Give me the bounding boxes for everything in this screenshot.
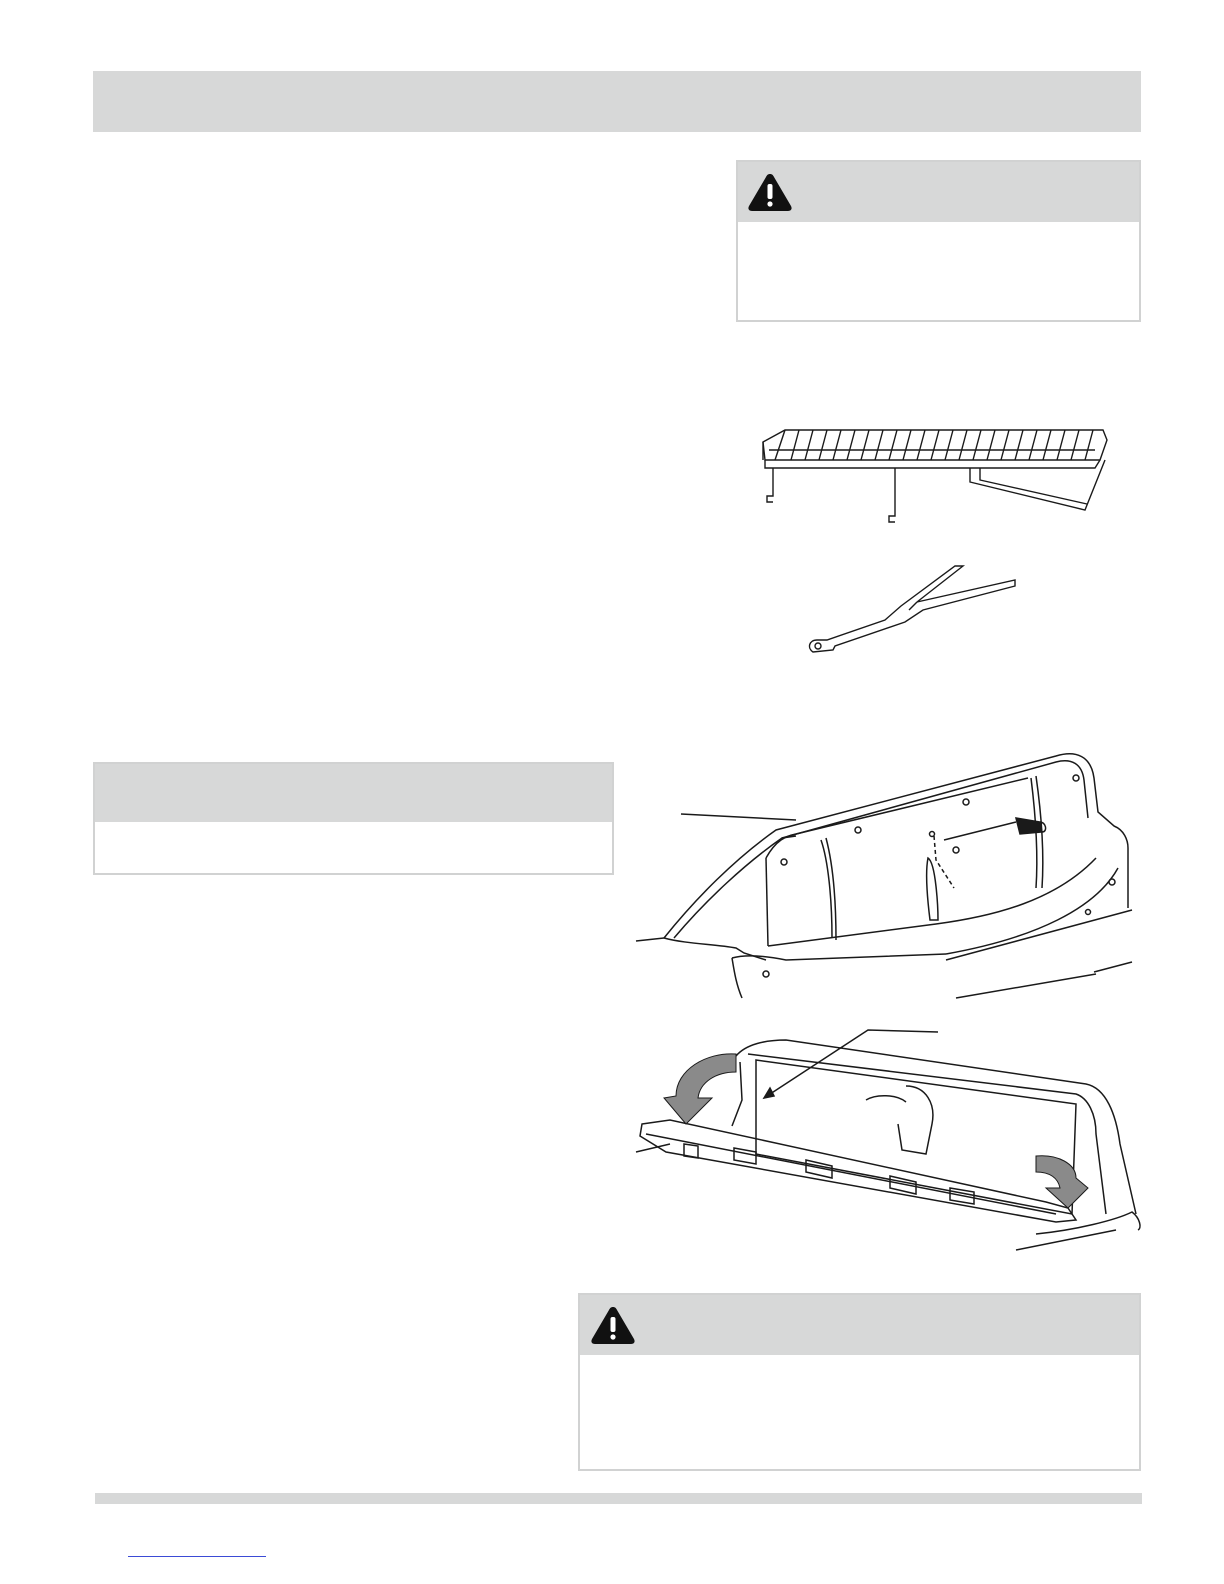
note-box-header: [95, 764, 612, 822]
warning-triangle-icon: [747, 172, 793, 212]
drip-tray-handle-tool-illustration: [805, 560, 1020, 660]
footer-link-underline[interactable]: [128, 1556, 266, 1557]
warning-box-top: [736, 160, 1141, 322]
control-panel-screw-removal-illustration: [636, 748, 1144, 1000]
control-panel-opened-illustration: [636, 1024, 1144, 1254]
footer-band: [95, 1493, 1142, 1504]
warning-box-bottom: [578, 1293, 1141, 1471]
header-band: [93, 71, 1141, 132]
note-box: [93, 762, 614, 875]
rotate-arrow-right: [1036, 1156, 1088, 1208]
warning-triangle-icon: [590, 1305, 636, 1345]
warning-box-top-header: [738, 162, 1139, 222]
warning-box-bottom-header: [580, 1295, 1139, 1355]
rotate-arrow-left: [664, 1054, 736, 1124]
wire-rack-illustration: [755, 420, 1115, 530]
